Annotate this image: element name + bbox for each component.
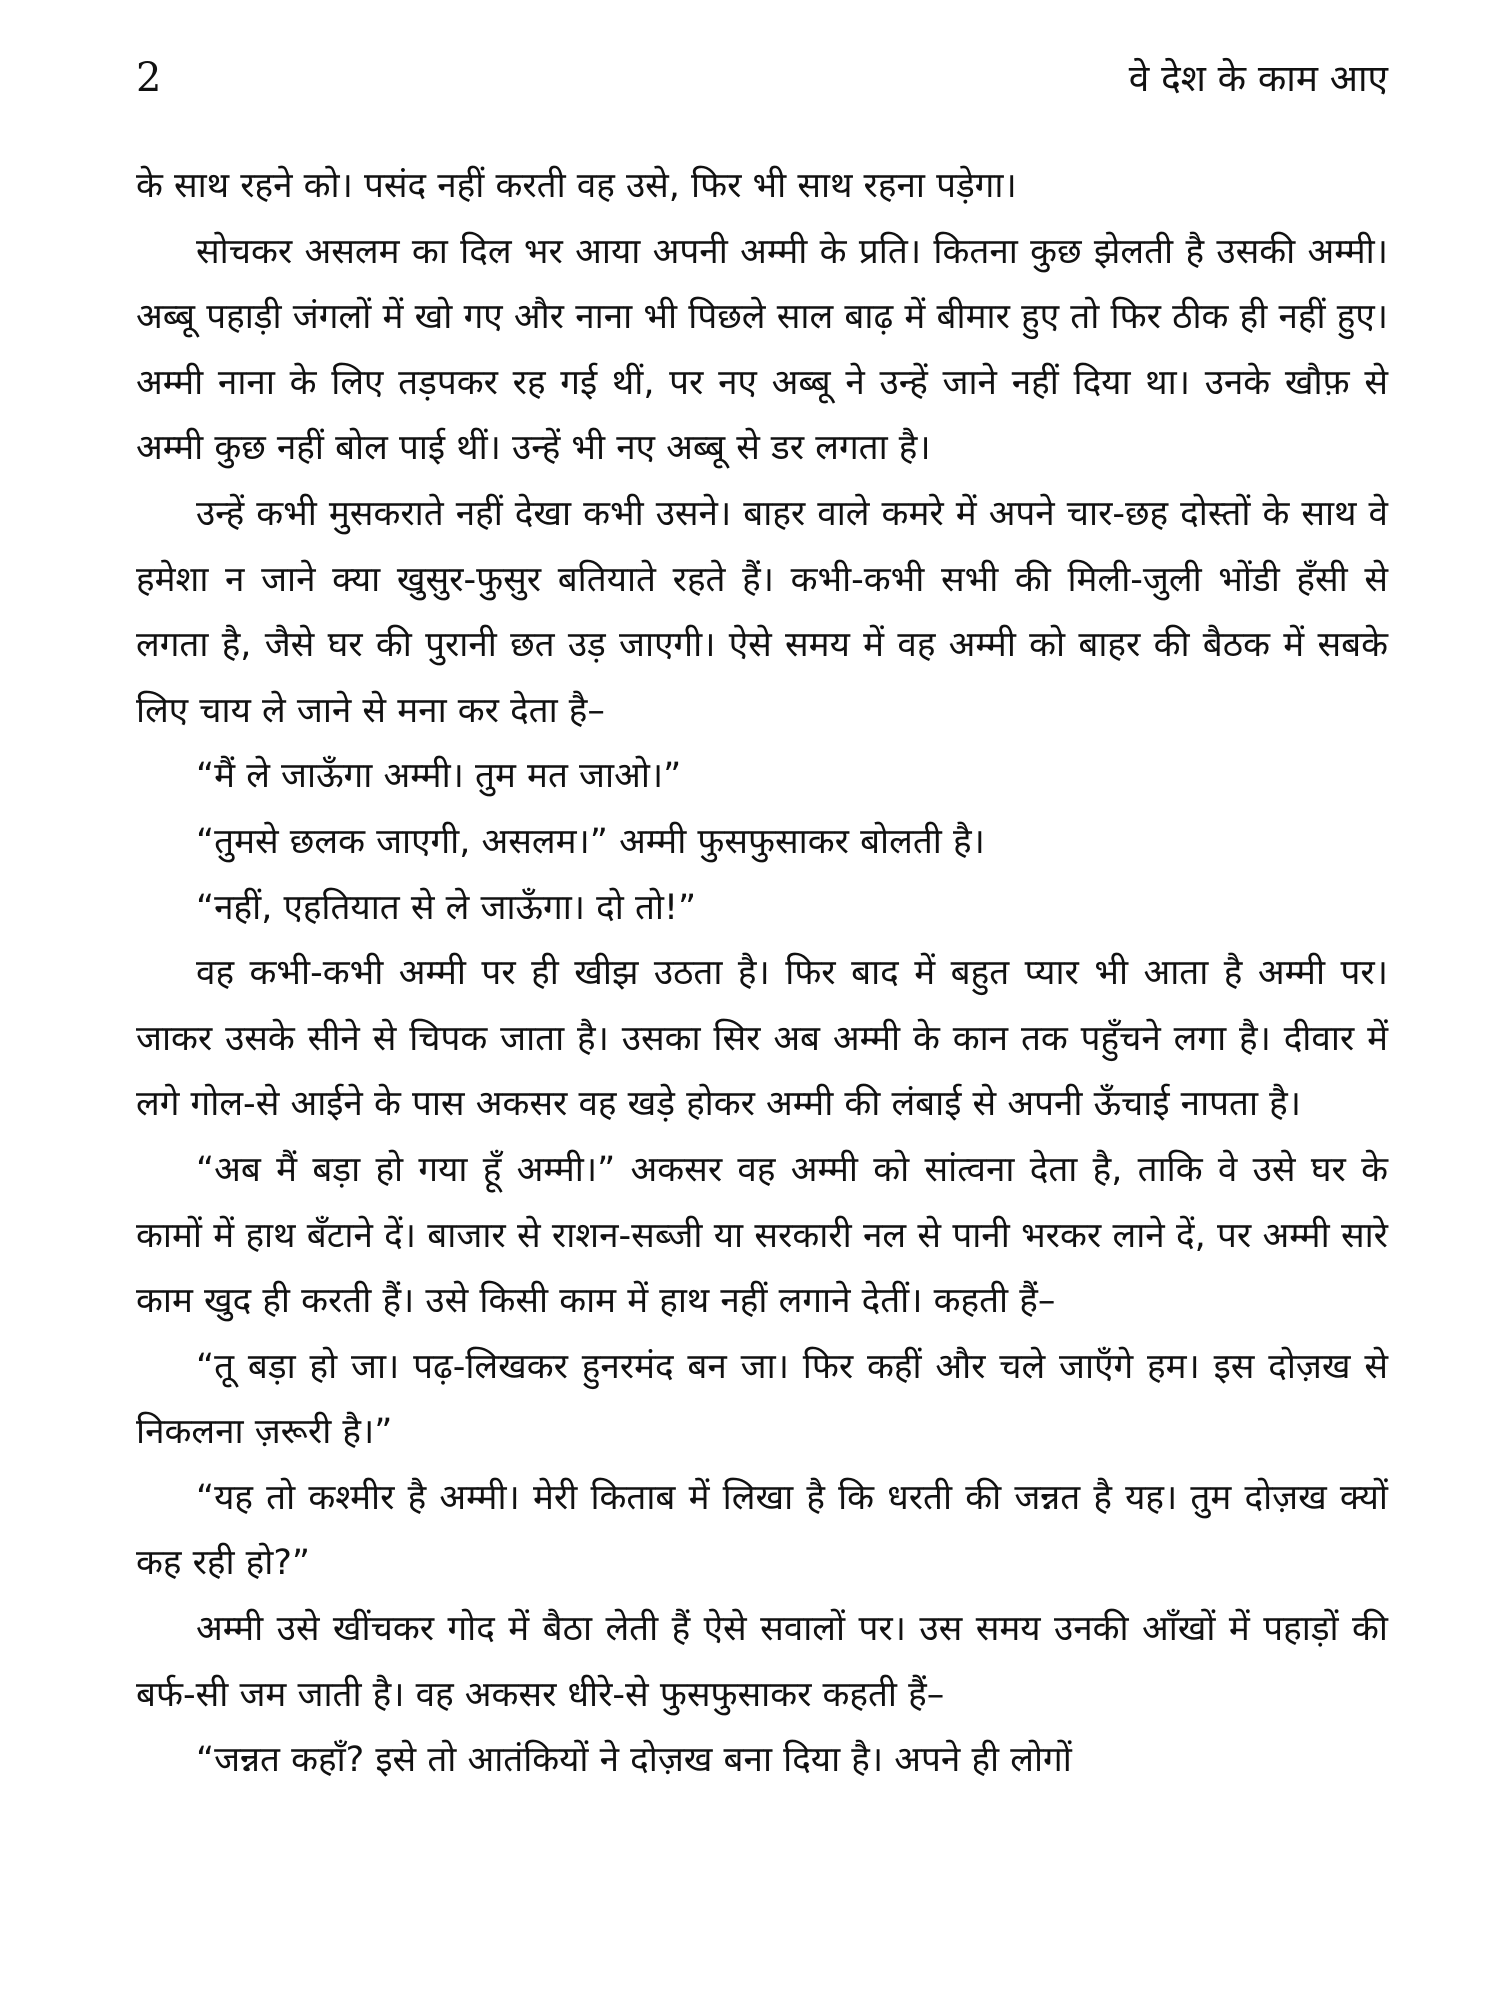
dialogue-4: “तू बड़ा हो जा। पढ़-लिखकर हुनरमंद बन जा। फिर कहीं और चले जाएँगे हम। इस दोज़ख से निकलना ज़रूरी है।”: [136, 1346, 1388, 1453]
dialogue-1: “मैं ले जाऊँगा अम्मी। तुम मत जाओ।”: [196, 756, 682, 797]
paragraph-4: वह कभी-कभी अम्मी पर ही खीझ उठता है। फिर बाद में बहुत प्यार भी आता है अम्मी पर। जाकर उसके सीने से चिपक जाता है। उसका सिर अब अम्मी के कान तक पहुँचने लगा है। दीवार में लगे गोल-से आईने के पास अकसर वह खड़े होकर अम्मी की लंबाई से अपनी ऊँचाई नापता है।: [136, 953, 1388, 1125]
dialogue-3: “नहीं, एहतियात से ले जाऊँगा। दो तो!”: [196, 887, 697, 928]
paragraph-6: अम्मी उसे खींचकर गोद में बैठा लेती हैं ऐसे सवालों पर। उस समय उनकी आँखों में पहाड़ों की बर्फ-सी जम जाती है। वह अकसर धीरे-से फुसफुसाकर कहती हैं–: [136, 1609, 1388, 1715]
dialogue-2: “तुमसे छलक जाएगी, असलम।” अम्मी फुसफुसाकर बोलती है।: [196, 821, 985, 862]
page-header: [136, 55, 1388, 120]
paragraph-3: उन्हें कभी मुसकराते नहीं देखा कभी उसने। बाहर वाले कमरे में अपने चार-छह दोस्तों के साथ वे हमेशा न जाने क्या खुसुर-फुसुर बतियाते रहते हैं। कभी-कभी सभी की मिली-जुली भोंडी हँसी से लगता है, जैसे घर की पुरानी छत उड़ जाएगी। ऐसे समय में वह अम्मी को बाहर की बैठक में सबके लिए चाय ले जाने से मना कर देता है–: [136, 493, 1388, 731]
body-text: [136, 154, 1388, 1794]
paragraph-5: “अब मैं बड़ा हो गया हूँ अम्मी।” अकसर वह अम्मी को सांत्वना देता है, ताकि वे उसे घर के कामों में हाथ बँटाने दें। बाजार से राशन-सब्जी या सरकारी नल से पानी भरकर लाने दें, पर अम्मी सारे काम खुद ही करती हैं। उसे किसी काम में हाथ नहीं लगाने देतीं। कहती हैं–: [136, 1149, 1388, 1322]
running-title: वे देश के काम आए: [1128, 57, 1388, 100]
paragraph-2: सोचकर असलम का दिल भर आया अपनी अम्मी के प्रति। कितना कुछ झेलती है उसकी अम्मी। अब्बू पहाड़ी जंगलों में खो गए और नाना भी पिछले साल बाढ़ में बीमार हुए तो फिर ठीक ही नहीं हुए। अम्मी नाना के लिए तड़पकर रह गई थीं, पर नए अब्बू ने उन्हें जाने नहीं दिया था। उनके खौफ़ से अम्मी कुछ नहीं बोल पाई थीं। उन्हें भी नए अब्बू से डर लगता है।: [136, 231, 1388, 469]
dialogue-6: “जन्नत कहाँ? इसे तो आतंकियों ने दोज़ख बना दिया है। अपने ही लोगों: [196, 1740, 1072, 1781]
paragraph-1: के साथ रहने को। पसंद नहीं करती वह उसे, फिर भी साथ रहना पड़ेगा।: [136, 166, 1017, 206]
dialogue-5: “यह तो कश्मीर है अम्मी। मेरी किताब में लिखा है कि धरती की जन्नत है यह। तुम दोज़ख क्यों कह रही हो?”: [136, 1477, 1388, 1584]
page-number: 2: [136, 55, 162, 101]
